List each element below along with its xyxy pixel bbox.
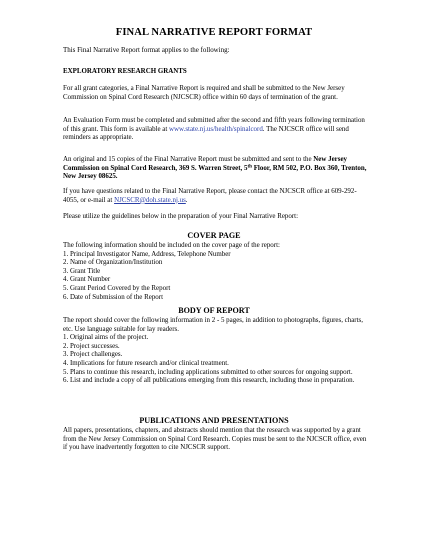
cover-page-heading: COVER PAGE <box>187 231 241 240</box>
section-heading-exploratory: EXPLORATORY RESEARCH GRANTS <box>63 67 187 75</box>
cover-page-intro: The following information should be included on the cover page of the report: <box>63 241 280 249</box>
contact-text-after: . <box>185 195 188 204</box>
contact-text-before: If you have questions related to the Final Narrative Report, please contact the NJCSCR office at 609-292-4055, or e-mail at <box>63 187 357 204</box>
body-of-report-list <box>63 333 368 385</box>
list-item: 3. Project challenges. <box>63 350 123 359</box>
publications-text: All papers, presentations, chapters, and abstracts should mention that the research was supported by a grant from the New Jersey Commission on Spinal Cord Research. Copies must be sent to the NJCSCR office, even if you have inadvertently forgotten to cite NJCSCR support. <box>63 426 367 452</box>
list-item: 1. Original aims of the project. <box>63 333 149 342</box>
cover-page-list <box>63 250 368 302</box>
paragraph-evaluation-form <box>63 116 368 142</box>
paragraph-contact <box>63 187 368 204</box>
page-title: FINAL NARRATIVE REPORT FORMAT <box>115 27 313 38</box>
list-item: 4. Implications for future research and/or clinical treatment. <box>63 358 229 367</box>
evaluation-text-before: An Evaluation Form must be completed and submitted after the second and fifth years following termination of this grant. This form is available at <box>63 116 365 133</box>
body-of-report-section <box>63 316 368 385</box>
paragraph-final-report-requirement: For all grant categories, a Final Narrative Report is required and shall be submitted to the New Jersey Commission on Spinal Cord Research (NJCSCR) office within 60 days of termination of the grant. <box>63 84 345 101</box>
evaluation-text-after: . The NJCSCR office will send reminders as appropriate. <box>63 124 349 142</box>
list-item: 5. Plans to continue this research, including applications submitted to other sources for ongoing support. <box>63 367 353 376</box>
list-item: 2. Project successes. <box>63 341 120 350</box>
intro-text: This Final Narrative Report format applies to the following: <box>63 46 230 54</box>
address-superscript: th <box>247 164 252 170</box>
body-of-report-heading: BODY OF REPORT <box>178 306 250 315</box>
body-of-report-intro: The report should cover the following information in 2 - 5 pages, in addition to photographs, figures, charts, etc. Use language suitable for lay readers. <box>63 316 363 333</box>
submission-text-before: An original and 15 copies of the Final Narrative Report must be submitted and sent to the <box>63 155 314 163</box>
list-item: 6. Date of Submission of the Report <box>63 292 164 301</box>
paragraph-guidelines: Please utilize the guidelines below in the preparation of your Final Narrative Report: <box>63 212 299 220</box>
spinalcord-website-link[interactable]: www.state.nj.us/health/spinalcord <box>169 124 263 133</box>
email-link[interactable]: NJCSCR@doh.state.nj.us <box>114 195 186 204</box>
list-item: 3. Grant Title <box>63 266 101 275</box>
list-item: 5. Grant Period Covered by the Report <box>63 283 171 292</box>
address-part-2: Floor, RM 502, P.O. Box 360, Trenton, New Jersey 08625. <box>63 163 367 181</box>
list-item: 6. List and include a copy of all publications emerging from this research, including those in preparation. <box>63 376 355 385</box>
paragraph-submission-address <box>63 155 368 181</box>
publications-heading: PUBLICATIONS AND PRESENTATIONS <box>139 416 289 425</box>
list-item: 2. Name of Organization/Institution <box>63 258 163 267</box>
list-item: 4. Grant Number <box>63 275 111 284</box>
cover-page-section <box>63 241 368 301</box>
list-item: 1. Principal Investigator Name, Address, Telephone Number <box>63 249 231 258</box>
address-part-1: New Jersey Commission on Spinal Cord Research, 369 S. Warren Street, 5 <box>63 155 347 172</box>
